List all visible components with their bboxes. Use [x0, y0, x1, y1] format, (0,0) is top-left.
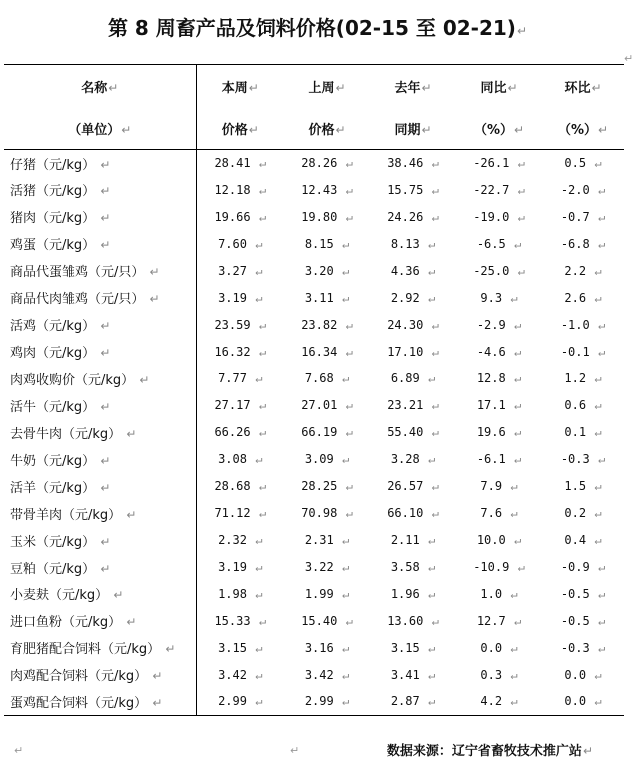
cell-current-price: 28.68 ↵: [214, 479, 267, 494]
cell-mom: 0.0 ↵: [564, 694, 602, 709]
cell-yoy: 0.0 ↵: [480, 640, 518, 655]
cell-yoy: -6.5 ↵: [476, 236, 522, 251]
cell-name: 玉米（元/kg） ↵: [4, 527, 196, 554]
header-yoy: 同比↵: [480, 80, 518, 96]
cell-mom: 1.5 ↵: [564, 479, 602, 494]
header-name: 名称↵: [4, 65, 196, 108]
cell-last-year: 8.13 ↵: [390, 236, 436, 251]
cell-previous-price: 19.80 ↵: [301, 209, 353, 224]
cell-previous-price: 12.43 ↵: [301, 182, 353, 197]
cell-last-year: 3.41 ↵: [390, 667, 436, 682]
cell-yoy: 7.9 ↵: [480, 479, 518, 494]
cell-previous-price: 28.25 ↵: [301, 479, 353, 494]
cell-yoy: 19.6 ↵: [476, 425, 522, 440]
cell-name: 蛋鸡配合饲料（元/kg） ↵: [4, 688, 196, 715]
header-last-year: 去年↵: [394, 80, 432, 96]
cell-name: 鸡肉（元/kg） ↵: [4, 338, 196, 365]
paragraph-mark: ↵: [516, 24, 528, 38]
cell-yoy: -26.1 ↵: [473, 156, 525, 171]
cell-name: 去骨牛肉（元/kg） ↵: [4, 419, 196, 446]
cell-name: 鸡蛋（元/kg） ↵: [4, 230, 196, 257]
cell-previous-price: 16.34 ↵: [301, 344, 353, 359]
table-row: [4, 688, 624, 715]
cell-current-price: 27.17 ↵: [214, 398, 267, 413]
cell-mom: 1.2 ↵: [564, 371, 602, 386]
cell-current-price: 7.60 ↵: [218, 236, 263, 251]
table-row: [4, 527, 624, 554]
cell-last-year: 2.87 ↵: [390, 694, 436, 709]
cell-previous-price: 2.31 ↵: [304, 533, 350, 548]
cell-name: 活羊（元/kg） ↵: [4, 473, 196, 500]
paragraph-mark: ↵: [14, 744, 24, 757]
header-unit: （单位）↵: [4, 107, 196, 150]
cell-yoy: 12.8 ↵: [476, 371, 522, 386]
cell-yoy: 4.2 ↵: [480, 694, 518, 709]
cell-mom: 0.5 ↵: [564, 156, 602, 171]
source-text: 数据来源：辽宁省畜牧技术推广站: [386, 744, 582, 759]
header-row-1: [4, 65, 624, 108]
cell-yoy: 17.1 ↵: [476, 398, 522, 413]
cell-last-year: 24.30 ↵: [387, 317, 439, 332]
cell-previous-price: 1.99 ↵: [304, 586, 350, 601]
header-row-2: [4, 107, 624, 150]
cell-last-year: 6.89 ↵: [390, 371, 436, 386]
cell-previous-price: 3.20 ↵: [304, 263, 350, 278]
cell-previous-price: 2.99 ↵: [304, 694, 350, 709]
cell-name: 商品代蛋雏鸡（元/只） ↵: [4, 257, 196, 284]
cell-name: 仔猪（元/kg） ↵: [4, 150, 196, 177]
cell-current-price: 1.98 ↵: [218, 586, 263, 601]
cell-last-year: 13.60 ↵: [387, 613, 439, 628]
cell-previous-price: 3.42 ↵: [304, 667, 350, 682]
header-current-sub: 价格↵: [196, 107, 284, 150]
cell-previous-price: 23.82 ↵: [301, 317, 353, 332]
title-text: 第 8 周畜产品及饲料价格(02-15 至 02-21): [107, 16, 516, 40]
cell-current-price: 3.08 ↵: [218, 452, 263, 467]
table-body: [4, 150, 624, 716]
cell-last-year: 2.92 ↵: [390, 290, 436, 305]
cell-last-year: 66.10 ↵: [387, 506, 439, 521]
cell-mom: 0.6 ↵: [564, 398, 602, 413]
cell-yoy: 0.3 ↵: [480, 667, 518, 682]
cell-current-price: 2.99 ↵: [218, 694, 263, 709]
cell-mom: 0.4 ↵: [564, 533, 602, 548]
cell-last-year: 2.11 ↵: [390, 533, 436, 548]
cell-current-price: 23.59 ↵: [214, 317, 267, 332]
cell-current-price: 3.27 ↵: [218, 263, 263, 278]
table-row: [4, 581, 624, 608]
cell-yoy: 7.6 ↵: [480, 506, 518, 521]
cell-name: 小麦麸（元/kg） ↵: [4, 581, 196, 608]
cell-name: 进口鱼粉（元/kg） ↵: [4, 607, 196, 634]
table-row: [4, 661, 624, 688]
cell-mom: -0.3 ↵: [560, 640, 606, 655]
cell-previous-price: 66.19 ↵: [301, 425, 353, 440]
cell-mom: -1.0 ↵: [560, 317, 606, 332]
table-row: [4, 311, 624, 338]
header-current: 本周↵: [221, 80, 259, 96]
cell-yoy: -2.9 ↵: [476, 317, 522, 332]
cell-yoy: -19.0 ↵: [473, 209, 525, 224]
table-row: [4, 176, 624, 203]
cell-name: 牛奶（元/kg） ↵: [4, 446, 196, 473]
header-last-year-sub: 同期↵: [370, 107, 456, 150]
cell-yoy: -22.7 ↵: [473, 182, 525, 197]
cell-yoy: -6.1 ↵: [476, 452, 522, 467]
cell-name: 商品代肉雏鸡（元/只） ↵: [4, 284, 196, 311]
document-title: [0, 12, 635, 41]
price-table: [4, 64, 624, 716]
cell-previous-price: 8.15 ↵: [304, 236, 350, 251]
header-previous: 上周↵: [308, 80, 346, 96]
cell-yoy: -25.0 ↵: [473, 263, 525, 278]
table-row: [4, 419, 624, 446]
cell-current-price: 16.32 ↵: [214, 344, 267, 359]
cell-yoy: -4.6 ↵: [476, 344, 522, 359]
cell-mom: 0.1 ↵: [564, 425, 602, 440]
data-source: 数据来源：辽宁省畜牧技术推广站↵: [386, 744, 593, 759]
cell-name: 猪肉（元/kg） ↵: [4, 203, 196, 230]
cell-previous-price: 3.16 ↵: [304, 640, 350, 655]
cell-current-price: 28.41 ↵: [214, 156, 267, 171]
table-row: [4, 607, 624, 634]
table-row: [4, 150, 624, 177]
header-mom-sub: （%）↵: [542, 107, 624, 150]
table-row: [4, 473, 624, 500]
cell-current-price: 15.33 ↵: [214, 613, 267, 628]
cell-last-year: 1.96 ↵: [390, 586, 436, 601]
cell-last-year: 15.75 ↵: [387, 182, 439, 197]
cell-mom: -0.1 ↵: [560, 344, 606, 359]
cell-last-year: 38.46 ↵: [387, 156, 439, 171]
cell-name: 肉鸡配合饲料（元/kg） ↵: [4, 661, 196, 688]
cell-mom: -0.3 ↵: [560, 452, 606, 467]
table-row: [4, 392, 624, 419]
cell-current-price: 19.66 ↵: [214, 209, 267, 224]
cell-mom: 0.2 ↵: [564, 506, 602, 521]
cell-name: 活鸡（元/kg） ↵: [4, 311, 196, 338]
cell-name: 带骨羊肉（元/kg） ↵: [4, 500, 196, 527]
cell-last-year: 17.10 ↵: [387, 344, 439, 359]
cell-current-price: 3.19 ↵: [218, 560, 263, 575]
table-row: [4, 634, 624, 661]
cell-last-year: 3.58 ↵: [390, 560, 436, 575]
table-row: [4, 365, 624, 392]
cell-mom: 0.0 ↵: [564, 667, 602, 682]
cell-last-year: 55.40 ↵: [387, 425, 439, 440]
cell-name: 活猪（元/kg） ↵: [4, 176, 196, 203]
cell-previous-price: 7.68 ↵: [304, 371, 350, 386]
header-mom: 环比↵: [564, 80, 602, 96]
cell-current-price: 3.15 ↵: [218, 640, 263, 655]
cell-current-price: 71.12 ↵: [214, 506, 267, 521]
cell-mom: -0.7 ↵: [560, 209, 606, 224]
header-previous-sub: 价格↵: [284, 107, 370, 150]
cell-previous-price: 27.01 ↵: [301, 398, 353, 413]
cell-current-price: 66.26 ↵: [214, 425, 267, 440]
cell-previous-price: 3.22 ↵: [304, 560, 350, 575]
cell-previous-price: 28.26 ↵: [301, 156, 353, 171]
cell-yoy: 10.0 ↵: [476, 533, 522, 548]
cell-yoy: 12.7 ↵: [476, 613, 522, 628]
cell-yoy: 9.3 ↵: [480, 290, 518, 305]
cell-last-year: 4.36 ↵: [390, 263, 436, 278]
cell-yoy: 1.0 ↵: [480, 586, 518, 601]
cell-last-year: 23.21 ↵: [387, 398, 439, 413]
header-yoy-sub: （%）↵: [456, 107, 542, 150]
paragraph-mark: ↵: [290, 744, 300, 757]
cell-mom: -0.9 ↵: [560, 560, 606, 575]
cell-name: 活牛（元/kg） ↵: [4, 392, 196, 419]
cell-previous-price: 3.09 ↵: [304, 452, 350, 467]
cell-mom: -0.5 ↵: [560, 613, 606, 628]
table-row: [4, 257, 624, 284]
cell-yoy: -10.9 ↵: [473, 560, 525, 575]
table-row: [4, 284, 624, 311]
cell-mom: 2.6 ↵: [564, 290, 602, 305]
cell-name: 豆粕（元/kg） ↵: [4, 554, 196, 581]
table-row: [4, 446, 624, 473]
cell-mom: -0.5 ↵: [560, 586, 606, 601]
cell-current-price: 7.77 ↵: [218, 371, 263, 386]
cell-current-price: 2.32 ↵: [218, 533, 263, 548]
cell-name: 肉鸡收购价（元/kg） ↵: [4, 365, 196, 392]
cell-current-price: 3.42 ↵: [218, 667, 263, 682]
table-row: [4, 203, 624, 230]
cell-current-price: 12.18 ↵: [214, 182, 267, 197]
cell-last-year: 3.28 ↵: [390, 452, 436, 467]
cell-previous-price: 15.40 ↵: [301, 613, 353, 628]
paragraph-mark: ↵: [624, 52, 634, 65]
table-row: [4, 338, 624, 365]
cell-mom: -2.0 ↵: [560, 182, 606, 197]
cell-mom: -6.8 ↵: [560, 236, 606, 251]
cell-previous-price: 70.98 ↵: [301, 506, 353, 521]
cell-last-year: 24.26 ↵: [387, 209, 439, 224]
cell-last-year: 3.15 ↵: [390, 640, 436, 655]
cell-current-price: 3.19 ↵: [218, 290, 263, 305]
cell-last-year: 26.57 ↵: [387, 479, 439, 494]
table-row: [4, 230, 624, 257]
cell-previous-price: 3.11 ↵: [304, 290, 350, 305]
table-row: [4, 500, 624, 527]
cell-name: 育肥猪配合饲料（元/kg） ↵: [4, 634, 196, 661]
table-row: [4, 554, 624, 581]
cell-mom: 2.2 ↵: [564, 263, 602, 278]
